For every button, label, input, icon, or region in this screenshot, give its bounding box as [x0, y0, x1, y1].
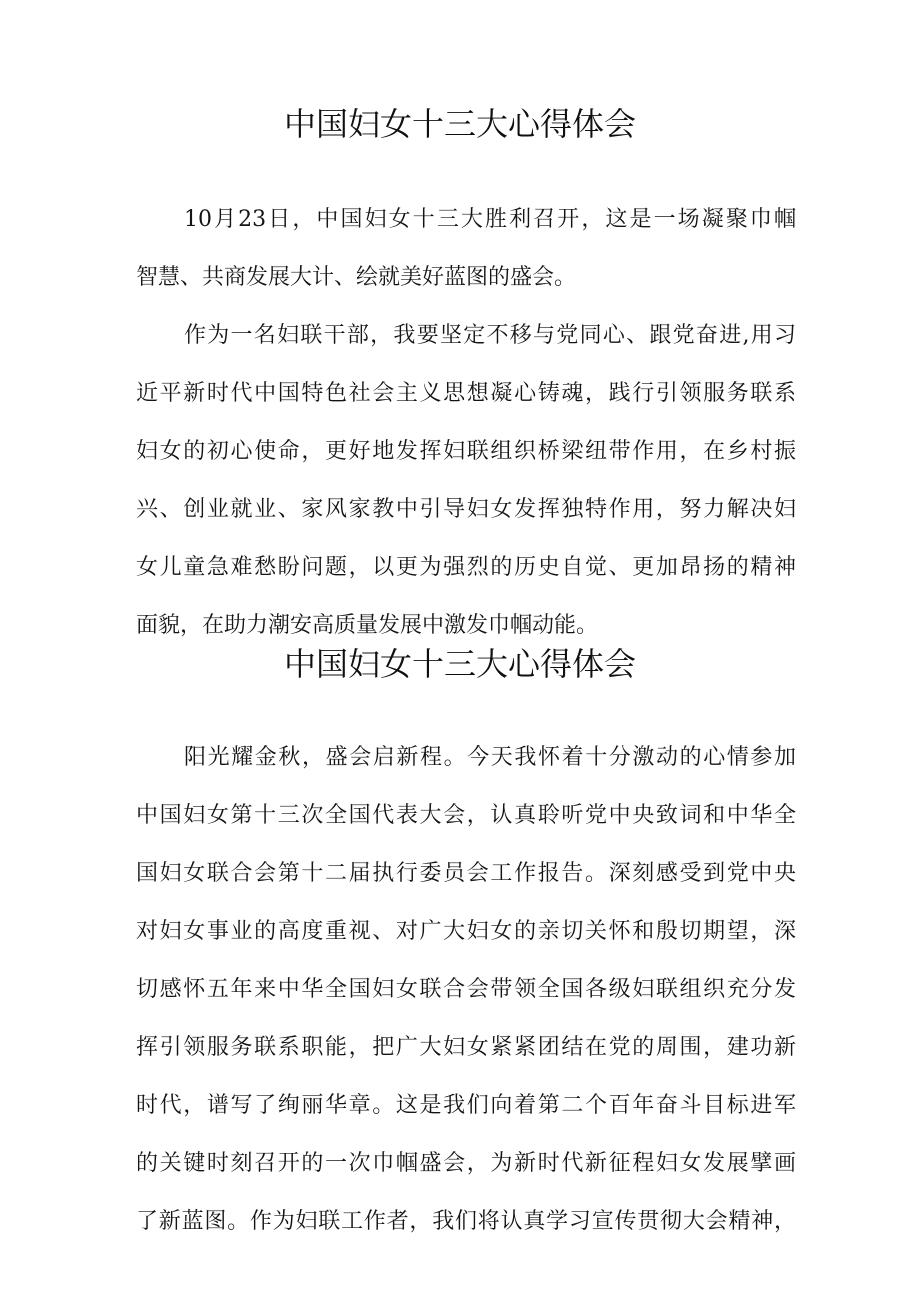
- text-line: 切感怀五年来中华全国妇女联合会带领全国各级妇联组织充分发: [136, 977, 796, 1002]
- text-line: 挥引领服务联系职能，把广大妇女紧紧团结在党的周围，建功新: [136, 1035, 796, 1060]
- section-1-title: 中国妇女十三大心得体会: [283, 105, 636, 143]
- text-line: 的关键时刻召开的一次巾帼盛会，为新时代新征程妇女发展擘画: [136, 1151, 796, 1176]
- text-line: 兴、创业就业、家风家教中引导妇女发挥独特作用，努力解决妇: [136, 497, 796, 522]
- text-line: 对妇女事业的高度重视、对广大妇女的亲切关怀和殷切期望，深: [136, 919, 796, 944]
- text-line: 国妇女联合会第十二届执行委员会工作报告。深刻感受到党中央: [136, 861, 796, 886]
- section-1-paragraph-1: [136, 191, 796, 307]
- text-line: 了新蓝图。作为妇联工作者，我们将认真学习宣传贯彻大会精神，: [136, 1209, 796, 1234]
- text-line: 智慧、共商发展大计、绘就美好蓝图的盛会。: [136, 265, 577, 290]
- text-line: 中国妇女第十三次全国代表大会，认真聆听党中央致词和中华全: [136, 803, 796, 828]
- text-line: 近平新时代中国特色社会主义思想凝心铸魂，践行引领服务联系: [136, 381, 796, 406]
- text-line: 作为一名妇联干部，我要坚定不移与党同心、跟党奋进,用习: [184, 323, 796, 348]
- text-line: 面貌，在助力潮安高质量发展中激发巾帼动能。: [136, 613, 599, 638]
- text-line: 阳光耀金秋，盛会启新程。今天我怀着十分激动的心情参加: [184, 745, 796, 770]
- text-line: 时代，谱写了绚丽华章。这是我们向着第二个百年奋斗目标进军: [136, 1093, 796, 1118]
- text-line: 女儿童急难愁盼问题，以更为强烈的历史自觉、更加昂扬的精神: [136, 555, 796, 580]
- section-1-paragraph-2: [136, 307, 796, 655]
- section-2-title: 中国妇女十三大心得体会: [283, 645, 636, 683]
- text-line: 10月23日，中国妇女十三大胜利召开，这是一场凝聚巾帼: [184, 207, 796, 232]
- section-2-paragraph-1: [136, 729, 796, 1251]
- text-line: 妇女的初心使命，更好地发挥妇联组织桥梁纽带作用，在乡村振: [136, 439, 796, 464]
